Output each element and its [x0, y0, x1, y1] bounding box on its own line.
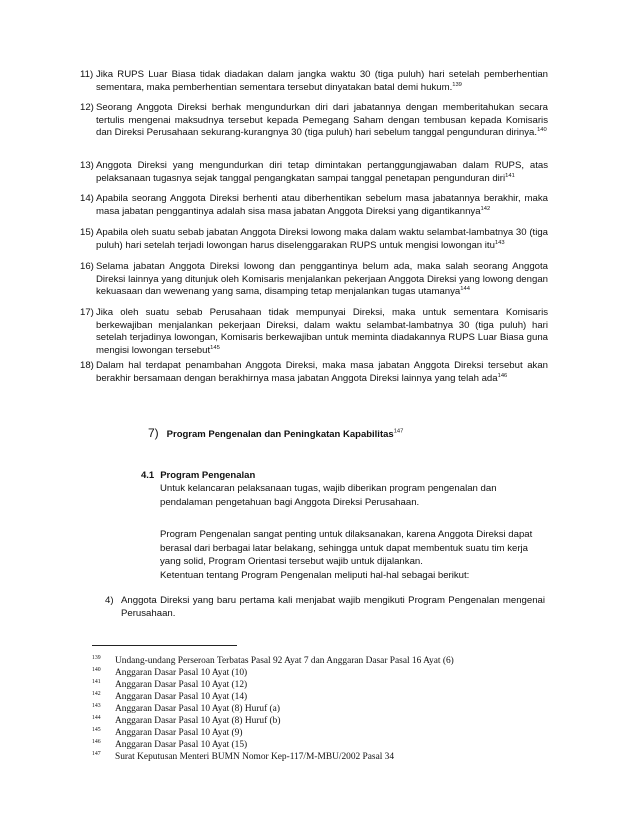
list-item-13 — [80, 160, 548, 185]
item-number: 16) — [80, 261, 94, 272]
list-item-16 — [80, 261, 548, 299]
item-number: 14) — [80, 193, 94, 204]
item-text — [96, 360, 548, 385]
list-item-18 — [80, 360, 548, 385]
footnote-number: 139 — [92, 655, 101, 661]
section-number: 7) — [148, 426, 159, 440]
footnote-text: Undang-undang Perseroan Terbatas Pasal 92 Ayat 7 dan Anggaran Dasar Pasal 16 Ayat (6) — [115, 656, 454, 666]
footnote-text: Anggaran Dasar Pasal 10 Ayat (9) — [115, 728, 243, 738]
item-text — [96, 102, 548, 140]
item-number: 18) — [80, 360, 94, 371]
list-item-15 — [80, 227, 548, 252]
list-item-12 — [80, 102, 548, 140]
footnote-ref[interactable]: 140 — [537, 127, 547, 133]
subsection-number: 4.1 — [141, 470, 155, 481]
subsection-heading — [141, 470, 255, 481]
footnote-number: 142 — [92, 691, 101, 697]
item-number: 4) — [105, 595, 114, 606]
subsection-title: Program Pengenalan — [160, 470, 256, 481]
footnote-text: Anggaran Dasar Pasal 10 Ayat (14) — [115, 692, 248, 702]
item-number: 13) — [80, 160, 94, 171]
paragraph-1: Untuk kelancaran pelaksanaan tugas, wajib diberikan program pengenalan dan pendalaman pengetahuan bagi Anggota Direksi Perusahaan. — [160, 483, 497, 508]
item-text — [96, 69, 548, 94]
footnote-ref[interactable]: 141 — [505, 172, 515, 179]
footnote-ref[interactable]: 139 — [452, 81, 462, 88]
footnote-number: 144 — [92, 715, 101, 721]
footnote-text: Anggaran Dasar Pasal 10 Ayat (12) — [115, 680, 248, 690]
item-text — [96, 307, 548, 357]
item-body: Selama jabatan Anggota Direksi lowong dan penggantinya belum ada, maka salah seorang Anggota Direksi lainnya yang ditunjuk oleh Komisaris menjalankan pekerjaan Anggota Direksi yang lowong dengan kekuasaan dan wewenang yang sama, disamping tetap menjalankan tugas utamanya — [96, 261, 548, 298]
footnote-ref[interactable]: 142 — [480, 205, 491, 212]
item-body: Apabila oleh suatu sebab jabatan Anggota Direksi lowong maka dalam waktu selambat-lambatnya 30 (tiga puluh) hari setelah terjadi lowongan harus diselenggarakan RUPS untuk mengisi lowongan itu — [96, 227, 548, 251]
footnote-text: Anggaran Dasar Pasal 10 Ayat (8) Huruf (a) — [115, 704, 280, 714]
footnote-text: Anggaran Dasar Pasal 10 Ayat (15) — [115, 740, 248, 750]
footnote-ref[interactable]: 145 — [210, 344, 220, 351]
paragraph-2: Program Pengenalan sangat penting untuk dilaksanakan, karena Anggota Direksi dapat berasal dari berbagai latar belakang, sehingga untuk dapat membentuk suatu tim kerja yang solid, Program Orientasi tersebut wajib untuk dijalankan. — [160, 529, 533, 567]
item-body: Jika RUPS Luar Biasa tidak diadakan dalam jangka waktu 30 (tiga puluh) hari setelah pemberhentian sementara, maka pemberhentian sementara tersebut dinyatakan batal demi hukum. — [96, 69, 548, 93]
footnote-text: Surat Keputusan Menteri BUMN Nomor Kep-117/M-MBU/2002 Pasal 34 — [115, 752, 395, 762]
footnote-ref[interactable]: 147 — [393, 428, 404, 435]
footnote-text: Anggaran Dasar Pasal 10 Ayat (10) — [115, 668, 248, 678]
item-text — [96, 261, 548, 299]
section-title: Program Pengenalan dan Peningkatan Kapabilitas — [166, 429, 394, 440]
footnote-number: 145 — [92, 727, 101, 733]
list-item-11 — [80, 69, 548, 94]
item-body: Seorang Anggota Direksi berhak mengundurkan diri dari jabatannya dengan memberitahukan secara tertulis mengenai maksudnya tersebut kepada Pemegang Saham dengan tembusan kepada Komisaris dan Direksi Perusahaan sekurang-kurangnya 30 (tiga puluh) hari sebelum tanggal pengunduran dirinya. — [96, 102, 548, 139]
item-body: Anggota Direksi yang mengundurkan diri tetap dimintakan pertanggungjawaban dalam RUPS, atas pelaksanaan tugasnya sejak tanggal pengangkatan sampai tanggal penetapan pengunduran diri — [96, 160, 548, 184]
item-number: 17) — [80, 307, 94, 318]
item-number: 15) — [80, 227, 94, 238]
item-body: Dalam hal terdapat penambahan Anggota Direksi, maka masa jabatan Anggota Direksi tersebut akan berakhir bersamaan dengan berakhirnya masa jabatan Anggota Direksi lainnya yang telah ada — [96, 360, 548, 384]
item-text: Anggota Direksi yang baru pertama kali menjabat wajib mengikuti Program Pengenalan mengenai Perusahaan. — [121, 595, 545, 619]
item-number: 12) — [80, 102, 94, 113]
footnote-text: Anggaran Dasar Pasal 10 Ayat (8) Huruf (b) — [115, 716, 281, 726]
footnote-number: 141 — [92, 679, 101, 685]
item-text — [96, 193, 548, 218]
item-body: Jika oleh suatu sebab Perusahaan tidak mempunyai Direksi, maka untuk sementara Komisaris berkewajiban menjalankan pekerjaan Direksi, dalam waktu selambat-lambatnya 30 (tiga puluh) hari setelah terjadinya lowongan, Komisaris berkewajiban untuk meminta diadakannya RUPS Luar Biasa guna mengisi lowongan tersebut — [96, 307, 548, 356]
item-text — [96, 227, 548, 252]
footnote-147 — [92, 749, 394, 764]
footnote-number: 146 — [92, 739, 101, 745]
item-text — [96, 160, 548, 185]
list-item-4 — [105, 594, 545, 620]
footnote-number: 147 — [92, 751, 101, 757]
paragraph-3: Ketentuan tentang Program Pengenalan meliputi hal-hal sebagai berikut: — [160, 570, 470, 581]
footnote-divider — [92, 645, 237, 646]
footnote-ref[interactable]: 143 — [494, 239, 505, 246]
list-item-14 — [80, 193, 548, 218]
section-heading — [148, 426, 403, 440]
footnote-ref[interactable]: 144 — [460, 286, 470, 292]
footnote-ref[interactable]: 146 — [497, 372, 508, 379]
item-number: 11) — [80, 69, 94, 80]
list-item-17 — [80, 307, 548, 357]
footnote-number: 140 — [92, 667, 101, 673]
footnote-number: 143 — [92, 703, 101, 709]
item-body: Apabila seorang Anggota Direksi berhenti atau diberhentikan sebelum masa jabatannya berakhir, maka masa jabatan penggantinya adalah sisa masa jabatan Anggota Direksi yang digantikannya — [96, 193, 548, 217]
